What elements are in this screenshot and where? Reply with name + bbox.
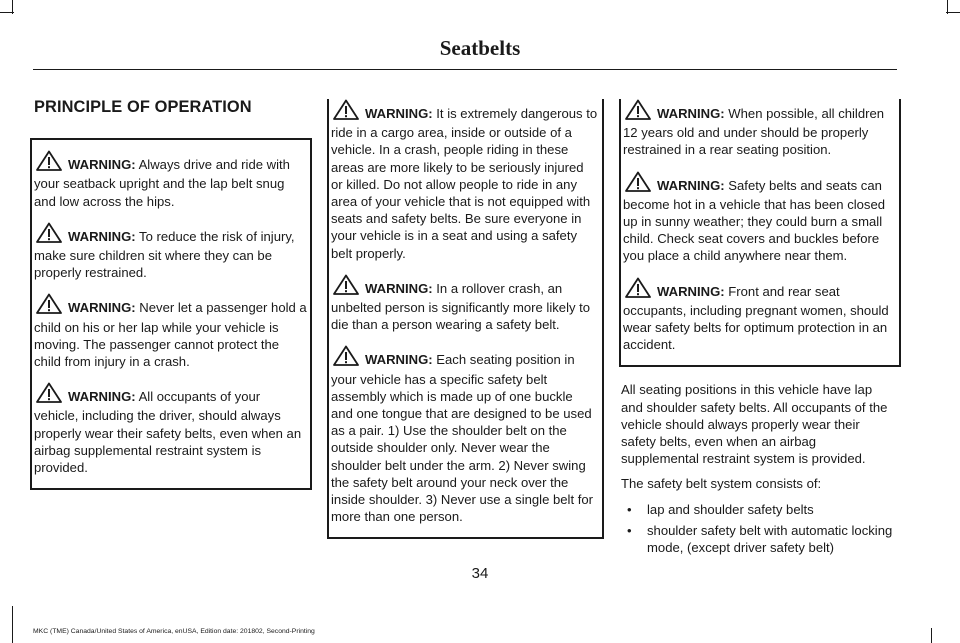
- bullet-list: [621, 501, 897, 557]
- warning-label: WARNING:: [657, 283, 725, 299]
- list-item: [621, 501, 897, 518]
- crop-mark: [12, 606, 13, 643]
- warning-text: It is extremely dangerous to ride in a cargo area, inside or outside of a vehicle. In a crash, people riding in these areas are more likely to be seriously injured or killed. Do not allow people to ride in any area of your vehicle that is not equipped with seats and safety belts. Be sure everyone in your vehicle is in a seat and using a safety belt properly.: [331, 106, 598, 261]
- section-heading: PRINCIPLE OF OPERATION: [34, 98, 252, 116]
- warning-item: [623, 277, 895, 354]
- warning-label: WARNING:: [68, 157, 136, 173]
- warning-box: [327, 99, 604, 539]
- warning-triangle-icon: [625, 171, 651, 196]
- warning-text: Each seating position in your vehicle has a specific safety belt assembly which is made up of one buckle and one tongue that are designed to be used as a pair. 1) Use the shoulder belt on the outside shoulder only. Never wear the shoulder belt under the arm. 2) Never swing the safety belt around your neck over the inside shoulder. 3) Never use a single belt for more than one person.: [331, 352, 594, 525]
- warning-triangle-icon: [625, 277, 651, 302]
- warning-item: [331, 274, 598, 334]
- list-item-text: lap and shoulder safety belts: [647, 501, 814, 517]
- bullet-icon: •: [627, 501, 632, 517]
- warning-label: WARNING:: [365, 280, 433, 296]
- warning-label: WARNING:: [365, 106, 433, 121]
- warning-triangle-icon: [36, 150, 62, 175]
- crop-mark: [0, 12, 14, 13]
- warning-text: Always drive and ride with your seatback upright and the lap belt snug and low across the hips.: [34, 157, 290, 209]
- column-1: [34, 99, 308, 490]
- page-title: Seatbelts: [439, 36, 521, 60]
- warning-label: WARNING:: [657, 177, 725, 193]
- warning-text: To reduce the risk of injury, make sure children sit where they can be properly restrained.: [34, 228, 295, 281]
- bullet-icon: •: [627, 522, 632, 538]
- warning-triangle-icon: [36, 222, 62, 247]
- warning-triangle-icon: [36, 382, 62, 407]
- warning-label: WARNING:: [68, 300, 136, 316]
- warning-item: [34, 222, 308, 282]
- warning-text: Safety belts and seats can become hot in a vehicle that has been closed up in sunny weather; they could burn a small child. Check seat covers and buckles before you place a child anywhere near them.: [623, 177, 886, 264]
- crop-mark: [931, 628, 932, 643]
- list-item: [621, 522, 897, 556]
- warning-triangle-icon: [333, 345, 359, 370]
- warning-triangle-icon: [333, 274, 359, 299]
- body-paragraph: All seating positions in this vehicle have lap and shoulder safety belts. All occupants of the vehicle should always properly wear their safety belts, even when an airbag supplemental restraint system is provided.: [621, 382, 888, 467]
- warning-label: WARNING:: [68, 228, 136, 244]
- body-paragraph: The safety belt system consists of:: [621, 476, 822, 492]
- warning-triangle-icon: [333, 99, 359, 124]
- warning-item: [34, 150, 308, 210]
- warning-text: When possible, all children 12 years old and under should be properly restrained in a rear seating position.: [623, 106, 885, 158]
- warning-label: WARNING:: [657, 106, 725, 121]
- warning-item: [34, 293, 308, 370]
- crop-mark: [946, 12, 960, 13]
- warning-label: WARNING:: [68, 389, 136, 405]
- warning-item: [331, 345, 598, 525]
- warning-box: [30, 138, 312, 490]
- warning-triangle-icon: [36, 293, 62, 318]
- header-divider: [33, 69, 897, 70]
- column-2: [327, 99, 604, 539]
- footer-edition-text: MKC (TME) Canada/United States of America, enUSA, Edition date: 201802, Second-Printing: [33, 628, 315, 635]
- list-item-text: shoulder safety belt with automatic locking mode, (except driver safety belt): [647, 522, 893, 556]
- column-3: [621, 99, 897, 560]
- warning-item: [623, 171, 895, 265]
- warning-text: Never let a passenger hold a child on his or her lap while your vehicle is moving. The passenger cannot protect the child from injury in a crash.: [34, 300, 307, 370]
- warning-item: [331, 99, 598, 262]
- warning-text: Front and rear seat occupants, including pregnant women, should wear safety belts for optimum protection in an accident.: [623, 283, 889, 353]
- warning-box: [619, 99, 901, 367]
- warning-text: All occupants of your vehicle, including the driver, should always properly wear their safety belts, even when an airbag supplemental restraint system is provided.: [34, 389, 302, 476]
- warning-label: WARNING:: [365, 352, 433, 368]
- page-number: 34: [471, 565, 489, 582]
- warning-item: [34, 382, 308, 476]
- warning-item: [623, 99, 895, 159]
- warning-text: In a rollover crash, an unbelted person is significantly more likely to die than a person wearing a safety belt.: [331, 280, 591, 333]
- warning-triangle-icon: [625, 99, 651, 124]
